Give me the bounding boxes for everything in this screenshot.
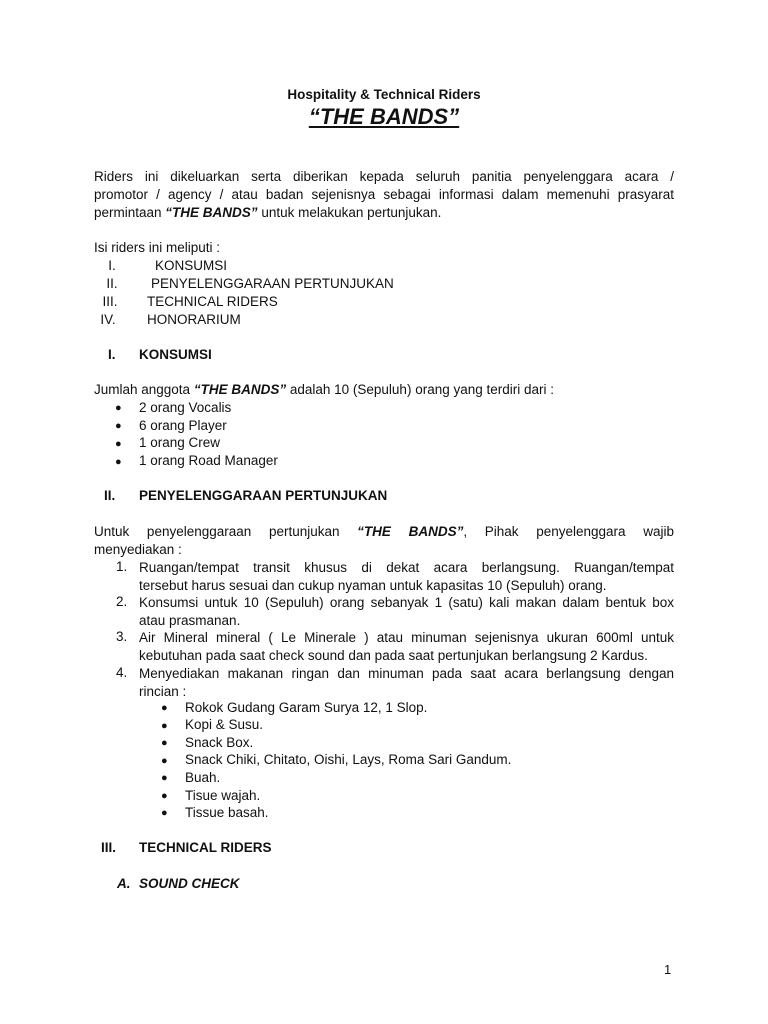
section-2-intro-pre: Untuk penyelenggaraan pertunjukan	[94, 524, 358, 539]
section-3-title: TECHNICAL RIDERS	[139, 840, 272, 855]
intro-line-3	[94, 204, 674, 222]
toc-num-4: IV.	[100, 312, 116, 327]
subsection-a-number: A.	[117, 876, 131, 891]
list-item-2-line-1: Konsumsi untuk 10 (Sepuluh) orang sebanyak 1 (satu) kali makan dalam bentuk box	[139, 595, 674, 610]
document-title: Hospitality & Technical Riders	[287, 87, 481, 102]
section-3-number: III.	[101, 840, 117, 855]
snack-item-6: Tisue wajah.	[185, 788, 261, 803]
section-1-text-post: adalah 10 (Sepuluh) orang yang terdiri dari :	[286, 382, 555, 397]
list-item-1	[139, 559, 674, 595]
list-item-4-line-2: rincian :	[139, 684, 187, 699]
bullet-icon: ●	[161, 807, 168, 819]
list-item-1-line-1: Ruangan/tempat transit khusus di dekat acara berlangsung. Ruangan/tempat	[139, 560, 674, 575]
list-item-3	[139, 629, 674, 665]
list-item-4	[139, 665, 674, 701]
section-1-band-name: “THE BANDS”	[193, 382, 287, 397]
intro-paragraph	[94, 168, 674, 222]
bullet-icon: ●	[115, 456, 122, 468]
section-1-text	[94, 382, 554, 397]
intro-line-3-post: untuk melakukan pertunjukan.	[257, 205, 442, 220]
list-item-2	[139, 594, 674, 630]
section-2-intro-line-1	[94, 523, 674, 541]
snack-item-3: Snack Box.	[185, 735, 254, 750]
bullet-icon: ●	[161, 755, 168, 767]
list-item-4-line-1: Menyediakan makanan ringan dan minuman pada saat acara berlangsung dengan	[139, 666, 674, 681]
section-2-title: PENYELENGGARAAN PERTUNJUKAN	[139, 488, 388, 503]
member-item-2: 6 orang Player	[139, 418, 227, 433]
bullet-icon: ●	[115, 402, 122, 414]
intro-band-name: “THE BANDS”	[165, 205, 258, 220]
bullet-icon: ●	[115, 420, 122, 432]
snack-item-7: Tissue basah.	[185, 805, 269, 820]
section-2-band-name: “THE BANDS”	[357, 524, 464, 539]
section-1-text-pre: Jumlah anggota	[94, 382, 194, 397]
list-item-1-line-2: tersebut harus sesuai dan cukup nyaman untuk kapasitas 10 (Sepuluh) orang.	[139, 578, 607, 593]
list-item-2-line-2: atau prasmanan.	[139, 613, 241, 628]
section-2-intro-post: , Pihak penyelenggara wajib	[463, 524, 674, 539]
snack-item-1: Rokok Gudang Garam Surya 12, 1 Slop.	[185, 700, 428, 715]
member-item-3: 1 orang Crew	[139, 435, 221, 450]
list-item-3-line-2: kebutuhan pada saat check sound dan pada saat pertunjukan berlangsung 2 Kardus.	[139, 648, 648, 663]
toc-item-3: TECHNICAL RIDERS	[147, 294, 278, 309]
intro-line-2: promotor / agency / atau badan sejenisnya sebagai informasi dalam memenuhi prasyarat	[94, 187, 674, 202]
member-item-4: 1 orang Road Manager	[139, 453, 278, 468]
intro-line-1: Riders ini dikeluarkan serta diberikan kepada seluruh panitia penyelenggara acara /	[94, 169, 674, 184]
section-2-intro-line-2: menyediakan :	[94, 542, 182, 557]
list-number-3: 3.	[116, 629, 128, 644]
toc-item-4: HONORARIUM	[147, 312, 241, 327]
bullet-icon: ●	[161, 737, 168, 749]
list-item-3-line-1: Air Mineral mineral ( Le Minerale ) atau minuman sejenisnya ukuran 600ml untuk	[139, 630, 674, 645]
snack-item-5: Buah.	[185, 770, 221, 785]
toc-num-1: I.	[108, 258, 116, 273]
bullet-icon: ●	[161, 702, 168, 714]
page-number: 1	[664, 962, 672, 977]
intro-line-3-pre: permintaan	[94, 205, 166, 220]
bullet-icon: ●	[161, 790, 168, 802]
section-1-number: I.	[108, 347, 116, 362]
snack-item-2: Kopi & Susu.	[185, 717, 264, 732]
member-item-1: 2 orang Vocalis	[139, 400, 232, 415]
section-2-number: II.	[104, 488, 116, 503]
bullet-icon: ●	[161, 720, 168, 732]
list-number-2: 2.	[116, 594, 128, 609]
toc-item-1: KONSUMSI	[155, 258, 228, 273]
toc-item-2: PENYELENGGARAAN PERTUNJUKAN	[151, 276, 394, 291]
bullet-icon: ●	[115, 438, 122, 450]
subsection-a-title: SOUND CHECK	[139, 876, 240, 891]
list-number-1: 1.	[116, 559, 128, 574]
toc-num-2: II.	[106, 276, 118, 291]
list-number-4: 4.	[116, 665, 128, 680]
section-1-title: KONSUMSI	[139, 347, 212, 362]
band-name-heading: “THE BANDS”	[308, 104, 460, 129]
section-2-intro	[94, 523, 674, 559]
snack-item-4: Snack Chiki, Chitato, Oishi, Lays, Roma Sari Gandum.	[185, 752, 512, 767]
bullet-icon: ●	[161, 772, 168, 784]
toc-heading: Isi riders ini meliputi :	[94, 240, 221, 255]
toc-num-3: III.	[102, 294, 118, 309]
